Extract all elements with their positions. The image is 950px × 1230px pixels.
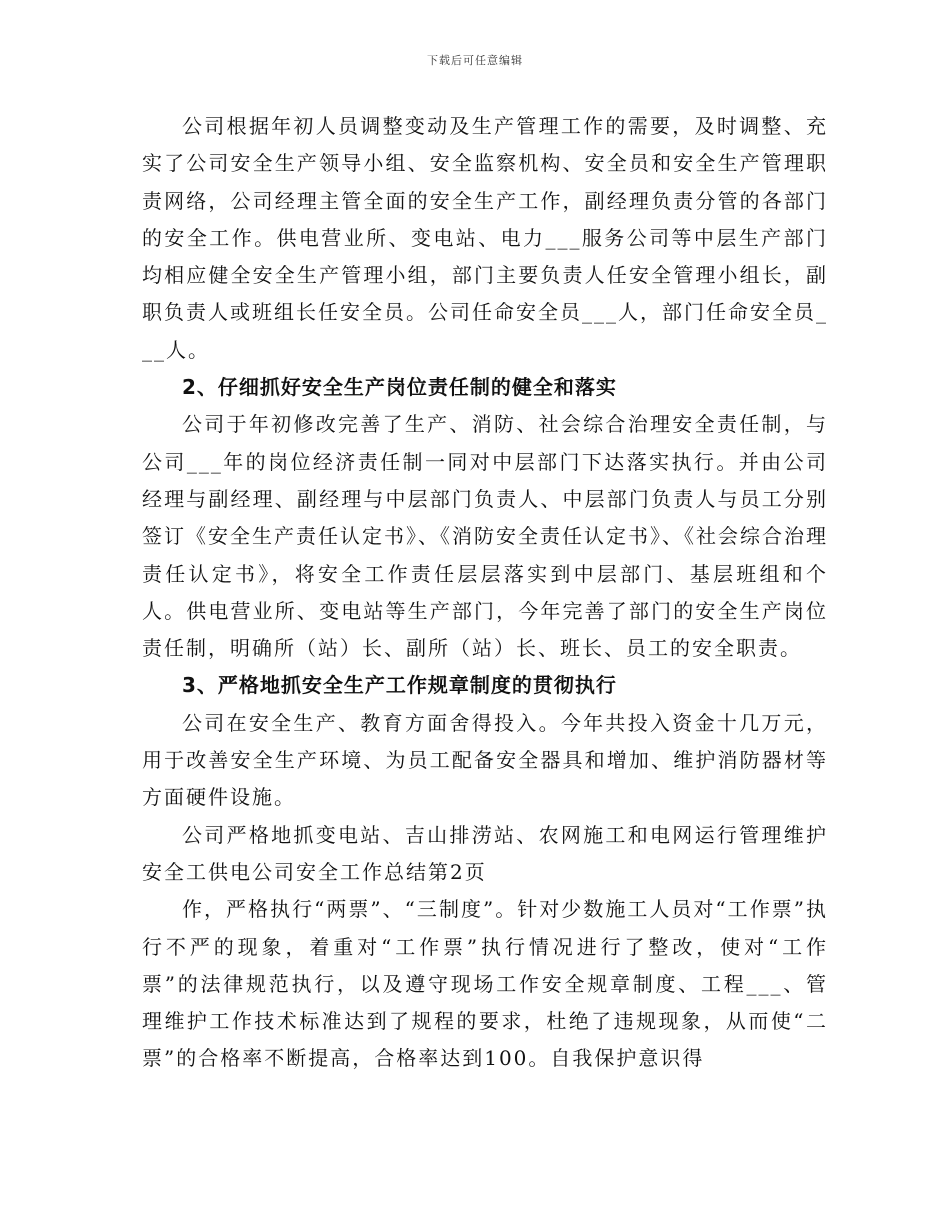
section-heading-3: 3、严格地抓安全生产工作规章制度的贯彻执行	[182, 673, 617, 698]
paragraph-investment: 公司在安全生产、教育方面舍得投入。今年共投入资金十几万元，用于改善安全生产环境、为员工配备安全器具和增加、维护消防器材等方面硬件设施。	[142, 710, 828, 810]
document-body	[142, 108, 828, 1078]
paragraph-responsibility: 公司于年初修改完善了生产、消防、社会综合治理安全责任制，与公司___年的岗位经济责任制一同对中层部门下达落实执行。并由公司经理与副经理、副经理与中层部门负责人、中层部门负责人与员工分别签订《安全生产责任认定书》、《消防安全责任认定书》、《社会综合治理责任认定书》，将安全工作责任层层落实到中层部门、基层班组和个人。供电营业所、变电站等生产部门，今年完善了部门的安全生产岗位责任制，明确所（站）长、副所（站）长、班长、员工的安全职责。	[142, 412, 828, 661]
paragraph-work-tickets: 作，严格执行“两票”、“三制度”。针对少数施工人员对“工作票”执行不严的现象，着重对“工作票”执行情况进行了整改，使对“工作票”的法律规范执行，以及遵守现场工作安全规章制度、工程___、管理维护工作技术标准达到了规程的要求，杜绝了违规现象，从而使“二票”的合格率不断提高，合格率达到100。自我保护意识得	[142, 897, 828, 1071]
section-heading-2: 2、仔细抓好安全生产岗位责任制的健全和落实	[182, 375, 617, 400]
paragraph-staffing: 公司根据年初人员调整变动及生产管理工作的需要，及时调整、充实了公司安全生产领导小组、安全监察机构、安全员和安全生产管理职责网络，公司经理主管全面的安全生产工作，副经理负责分管的各部门的安全工作。供电营业所、变电站、电力___服务公司等中层生产部门均相应健全安全生产管理小组，部门主要负责人任安全管理小组长，副职负责人或班组长任安全员。公司任命安全员___人，部门任命安全员___人。	[142, 114, 828, 362]
page-header: 下载后可任意编辑	[427, 54, 523, 67]
paragraph-substation: 公司严格地抓变电站、吉山排涝站、农网施工和电网运行管理维护安全工供电公司安全工作总结第2页	[142, 822, 828, 884]
